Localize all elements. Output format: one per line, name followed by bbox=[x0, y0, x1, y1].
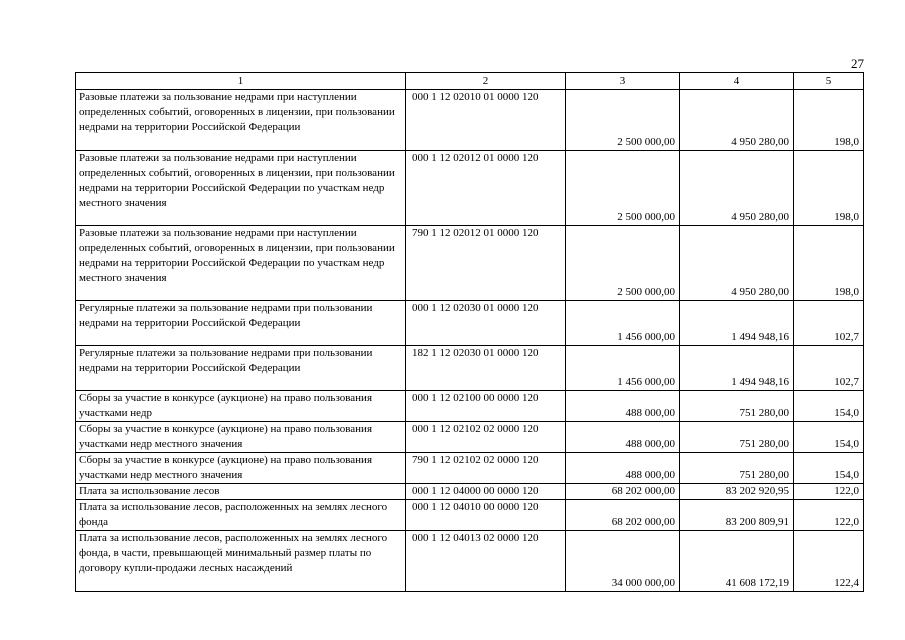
row-code: 000 1 12 02010 01 0000 120 bbox=[406, 90, 566, 151]
row-name: Регулярные платежи за пользование недрами при пользовании недрами на территории Российской Федерации bbox=[76, 301, 406, 346]
row-plan: 488 000,00 bbox=[566, 453, 680, 484]
row-plan: 488 000,00 bbox=[566, 422, 680, 453]
row-code: 000 1 12 02102 02 0000 120 bbox=[406, 422, 566, 453]
table-header-row bbox=[76, 73, 864, 90]
row-plan: 2 500 000,00 bbox=[566, 151, 680, 226]
row-fact: 4 950 280,00 bbox=[680, 90, 794, 151]
page-number: 27 bbox=[851, 56, 864, 71]
table-row bbox=[76, 453, 864, 484]
budget-table bbox=[75, 72, 864, 592]
table-row bbox=[76, 391, 864, 422]
header-cell: 3 bbox=[566, 73, 680, 90]
row-percent: 122,4 bbox=[794, 531, 864, 592]
row-percent: 154,0 bbox=[794, 422, 864, 453]
table-row bbox=[76, 500, 864, 531]
row-name: Разовые платежи за пользование недрами при наступлении определенных событий, оговоренных в лицензии, при пользовании недрами на территории Российской Федерации по участкам недр местного значения bbox=[76, 226, 406, 301]
row-plan: 2 500 000,00 bbox=[566, 226, 680, 301]
row-fact: 1 494 948,16 bbox=[680, 301, 794, 346]
row-name: Разовые платежи за пользование недрами при наступлении определенных событий, оговоренных в лицензии, при пользовании недрами на территории Российской Федерации bbox=[76, 90, 406, 151]
row-percent: 198,0 bbox=[794, 226, 864, 301]
table-row bbox=[76, 346, 864, 391]
row-plan: 68 202 000,00 bbox=[566, 500, 680, 531]
row-code: 790 1 12 02012 01 0000 120 bbox=[406, 226, 566, 301]
row-fact: 4 950 280,00 bbox=[680, 226, 794, 301]
row-plan: 1 456 000,00 bbox=[566, 301, 680, 346]
row-name: Регулярные платежи за пользование недрами при пользовании недрами на территории Российской Федерации bbox=[76, 346, 406, 391]
row-fact: 41 608 172,19 bbox=[680, 531, 794, 592]
row-name: Разовые платежи за пользование недрами при наступлении определенных событий, оговоренных в лицензии, при пользовании недрами на территории Российской Федерации по участкам недр местного значения bbox=[76, 151, 406, 226]
row-fact: 83 202 920,95 bbox=[680, 484, 794, 500]
header-cell: 2 bbox=[406, 73, 566, 90]
row-code: 000 1 12 04000 00 0000 120 bbox=[406, 484, 566, 500]
row-fact: 751 280,00 bbox=[680, 422, 794, 453]
table-row bbox=[76, 301, 864, 346]
row-fact: 751 280,00 bbox=[680, 391, 794, 422]
row-percent: 122,0 bbox=[794, 484, 864, 500]
row-percent: 154,0 bbox=[794, 453, 864, 484]
row-code: 000 1 12 04013 02 0000 120 bbox=[406, 531, 566, 592]
table-row bbox=[76, 90, 864, 151]
row-code: 790 1 12 02102 02 0000 120 bbox=[406, 453, 566, 484]
row-name: Сборы за участие в конкурсе (аукционе) на право пользования участками недр местного значения bbox=[76, 453, 406, 484]
row-fact: 83 200 809,91 bbox=[680, 500, 794, 531]
row-percent: 198,0 bbox=[794, 90, 864, 151]
table-row bbox=[76, 484, 864, 500]
table-row bbox=[76, 422, 864, 453]
row-plan: 34 000 000,00 bbox=[566, 531, 680, 592]
row-fact: 1 494 948,16 bbox=[680, 346, 794, 391]
header-cell: 5 bbox=[794, 73, 864, 90]
row-percent: 198,0 bbox=[794, 151, 864, 226]
row-code: 000 1 12 04010 00 0000 120 bbox=[406, 500, 566, 531]
row-plan: 488 000,00 bbox=[566, 391, 680, 422]
row-percent: 102,7 bbox=[794, 301, 864, 346]
header-cell: 4 bbox=[680, 73, 794, 90]
row-percent: 154,0 bbox=[794, 391, 864, 422]
row-plan: 2 500 000,00 bbox=[566, 90, 680, 151]
header-cell: 1 bbox=[76, 73, 406, 90]
row-code: 000 1 12 02012 01 0000 120 bbox=[406, 151, 566, 226]
row-fact: 751 280,00 bbox=[680, 453, 794, 484]
row-code: 182 1 12 02030 01 0000 120 bbox=[406, 346, 566, 391]
row-percent: 122,0 bbox=[794, 500, 864, 531]
row-code: 000 1 12 02100 00 0000 120 bbox=[406, 391, 566, 422]
row-name: Плата за использование лесов, расположенных на землях лесного фонда, в части, превышающей минимальный размер платы по договору купли-продажи лесных насаждений bbox=[76, 531, 406, 592]
row-fact: 4 950 280,00 bbox=[680, 151, 794, 226]
row-name: Плата за использование лесов bbox=[76, 484, 406, 500]
row-code: 000 1 12 02030 01 0000 120 bbox=[406, 301, 566, 346]
row-name: Плата за использование лесов, расположенных на землях лесного фонда bbox=[76, 500, 406, 531]
table-row bbox=[76, 531, 864, 592]
row-plan: 1 456 000,00 bbox=[566, 346, 680, 391]
row-name: Сборы за участие в конкурсе (аукционе) на право пользования участками недр местного значения bbox=[76, 422, 406, 453]
row-plan: 68 202 000,00 bbox=[566, 484, 680, 500]
table-row bbox=[76, 226, 864, 301]
row-name: Сборы за участие в конкурсе (аукционе) на право пользования участками недр bbox=[76, 391, 406, 422]
table-row bbox=[76, 151, 864, 226]
row-percent: 102,7 bbox=[794, 346, 864, 391]
